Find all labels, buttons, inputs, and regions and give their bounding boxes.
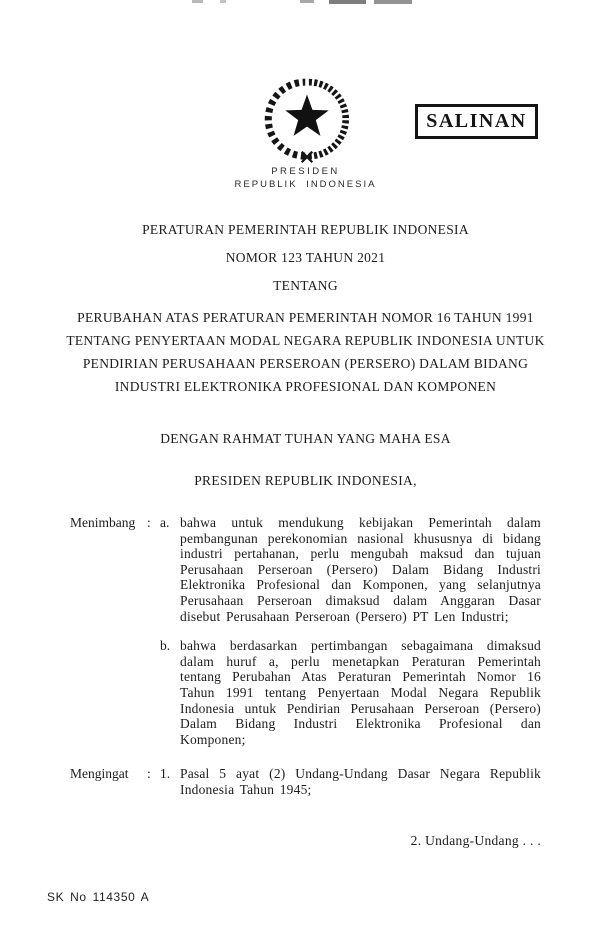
item-marker: b. <box>160 638 171 654</box>
sk-number: SK No 114350 A <box>47 890 150 904</box>
scan-artifact <box>300 0 314 3</box>
tentang-label: TENTANG <box>273 278 338 293</box>
mengingat-label: Mengingat <box>70 766 129 782</box>
scan-artifact <box>192 0 203 3</box>
title-block <box>0 222 611 398</box>
scan-artifact <box>374 0 412 4</box>
invocation-line: DENGAN RAHMAT TUHAN YANG MAHA ESA <box>160 431 451 446</box>
presidential-seal-icon <box>263 76 351 164</box>
page-catchword: 2. Undang-Undang . . . <box>410 833 541 848</box>
recalling-item-1 <box>70 766 541 797</box>
subject-line: PERUBAHAN ATAS PERATURAN PEMERINTAH NOMOR 16 TAHUN 1991 <box>77 310 534 325</box>
considering-item-b <box>70 638 541 747</box>
colon-separator: : <box>147 766 151 782</box>
subject-line: PENDIRIAN PERUSAHAAN PERSEROAN (PERSERO) DALAM BIDANG <box>82 356 529 371</box>
subject-line: INDUSTRI ELEKTRONIKA PROFESIONAL DAN KOMPONEN <box>114 379 497 394</box>
letterhead <box>0 166 611 191</box>
considering-item-a <box>70 515 541 624</box>
menimbang-label: Menimbang <box>70 515 136 530</box>
item-text: bahwa untuk mendukung kebijakan Pemerintah dalam pembangunan perekonomian nasional khususnya di bidang industri pertahanan, perlu mengubah maksud dan tujuan Perusahaan Perseroan (Persero) Dalam Bidang Industri Elektronika Profesional dan Komponen, yang selanjutnya Perusahaan Perseroan dimaksud dalam Anggaran Dasar disebut Perusahaan Perseroan (Persero) PT Len Industri; <box>180 515 541 624</box>
authority-line: PRESIDEN REPUBLIK INDONESIA, <box>194 473 417 488</box>
item-marker: a. <box>160 515 170 530</box>
item-marker: 1. <box>160 766 171 782</box>
letterhead-presiden: PRESIDEN <box>271 166 340 177</box>
preamble <box>70 515 541 798</box>
salinan-stamp-label: SALINAN <box>426 110 527 132</box>
scan-artifact <box>329 0 366 4</box>
colon-separator: : <box>147 515 151 530</box>
letterhead-republik-indonesia: REPUBLIK INDONESIA <box>234 179 377 190</box>
salinan-stamp <box>415 104 538 139</box>
regulation-number: NOMOR 123 TAHUN 2021 <box>225 250 386 265</box>
item-text: bahwa berdasarkan pertimbangan sebagaimana dimaksud dalam huruf a, perlu menetapkan Peraturan Pemerintah tentang Perubahan Atas Peraturan Pemerintah Nomor 16 Tahun 1991 tentang Penyertaan Modal Negara Republik Indonesia untuk Pendirian Perusahaan Perseroan (Persero) Dalam Bidang Industri Elektronika Profesional dan Komponen; <box>180 638 541 747</box>
regulation-title: PERATURAN PEMERINTAH REPUBLIK INDONESIA <box>142 222 469 237</box>
regulation-subject <box>0 306 611 398</box>
scan-artifact <box>220 0 226 3</box>
subject-line: TENTANG PENYERTAAN MODAL NEGARA REPUBLIK INDONESIA UNTUK <box>66 333 545 348</box>
item-text: Pasal 5 ayat (2) Undang-Undang Dasar Negara Republik Indonesia Tahun 1945; <box>180 766 541 797</box>
